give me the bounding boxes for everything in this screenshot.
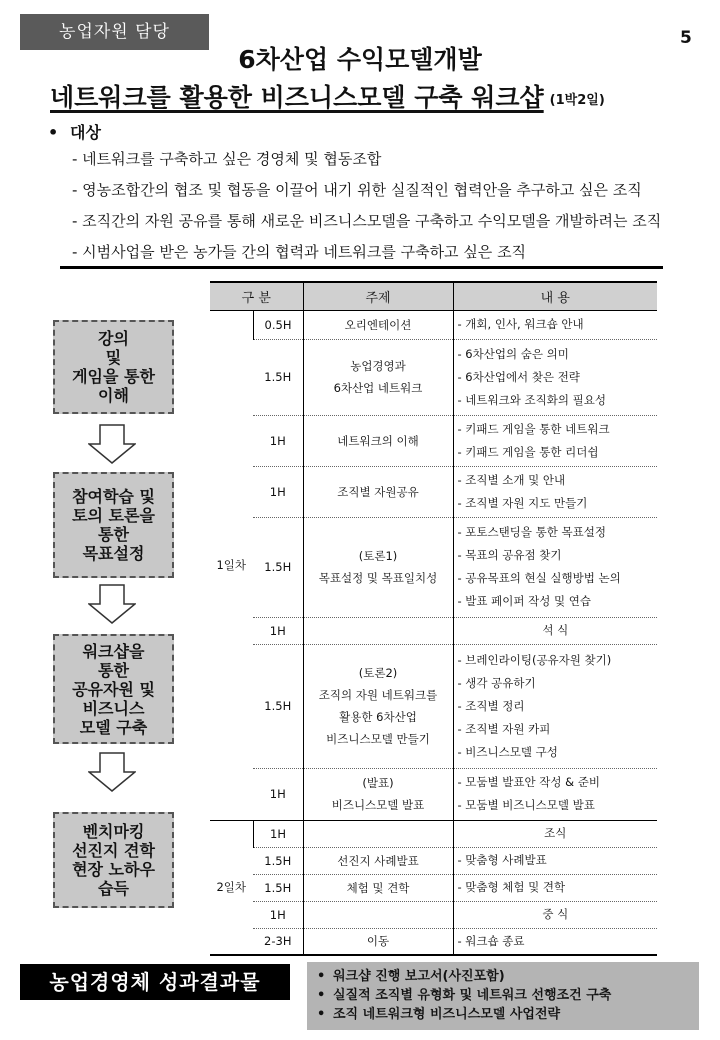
topic-line: 조직의 자원 네트워크를 bbox=[318, 688, 438, 702]
header-division: 구 분 bbox=[210, 282, 303, 310]
hours-cell: 1H bbox=[253, 415, 303, 466]
page-number: 5 bbox=[680, 28, 692, 48]
content-line: - 브레인라이팅(공유자원 찾기) bbox=[457, 652, 612, 667]
table-header-row bbox=[210, 282, 657, 310]
subtitle-text: 네트워크를 활용한 비즈니스모델 구축 워크샵 bbox=[50, 83, 544, 112]
target-item: - 네트워크를 구축하고 싶은 경영체 및 협동조합 bbox=[72, 150, 382, 168]
hours-cell: 1.5H bbox=[253, 644, 303, 768]
flow-step-workshop bbox=[53, 634, 174, 744]
schedule-table bbox=[210, 281, 657, 956]
flow-line: 및 bbox=[105, 348, 122, 367]
content-line: - 조직별 자원 카피 bbox=[457, 721, 551, 736]
bullet-icon: • bbox=[48, 123, 59, 142]
flow-line: 이해 bbox=[98, 386, 129, 405]
result-item-text: 조직 네트워크형 비즈니스모델 사업전략 bbox=[333, 1007, 561, 1022]
table-row bbox=[210, 466, 657, 517]
content-cell bbox=[453, 820, 657, 847]
topic-cell bbox=[303, 928, 453, 955]
content-line: - 개회, 인사, 워크숍 안내 bbox=[457, 317, 584, 331]
content-line: - 키패드 게임을 통한 네트워크 bbox=[457, 421, 610, 436]
content-line: - 포토스탠딩을 통한 목표설정 bbox=[457, 525, 606, 539]
topic-line: 조직별 자원공유 bbox=[337, 484, 419, 499]
table-row bbox=[210, 644, 657, 768]
table-row bbox=[210, 820, 657, 847]
flow-line: 참여학습 및 bbox=[72, 487, 155, 506]
page-title: 6차산업 수익모델개발 bbox=[238, 45, 482, 74]
hours-cell: 2-3H bbox=[253, 928, 303, 955]
content-cell bbox=[453, 415, 657, 466]
topic-line: 목표설정 및 목표일치성 bbox=[318, 571, 438, 585]
content-line: - 6차산업에서 찾은 전략 bbox=[457, 369, 580, 384]
topic-line: (발표) bbox=[362, 776, 394, 790]
hours-cell: 1H bbox=[253, 820, 303, 847]
content-line: 조식 bbox=[544, 826, 567, 840]
subtitle-duration: (1박2일) bbox=[549, 93, 605, 108]
bullet-icon: • bbox=[317, 1007, 326, 1022]
content-line: 석 식 bbox=[542, 623, 569, 637]
topic-cell bbox=[303, 466, 453, 517]
table-row bbox=[210, 339, 657, 415]
target-heading bbox=[48, 122, 708, 144]
content-line: - 키패드 게임을 통한 리더쉽 bbox=[457, 444, 599, 459]
flow-line: 게임을 통한 bbox=[72, 367, 155, 386]
content-line: - 모둠별 발표안 작성 & 준비 bbox=[457, 775, 600, 789]
topic-line: 비즈니스모델 만들기 bbox=[326, 732, 430, 746]
content-line: - 비즈니스모델 구성 bbox=[457, 744, 558, 759]
hours-cell: 1.5H bbox=[253, 339, 303, 415]
hours-cell: 1H bbox=[253, 768, 303, 820]
content-line: - 워크숍 종료 bbox=[457, 933, 525, 948]
hours-cell: 1.5H bbox=[253, 847, 303, 874]
content-cell bbox=[453, 928, 657, 955]
result-item bbox=[317, 986, 699, 1005]
target-section bbox=[48, 122, 708, 268]
topic-cell bbox=[303, 415, 453, 466]
content-line: - 조직별 자원 지도 만들기 bbox=[457, 495, 588, 510]
topic-line: 비즈니스모델 발표 bbox=[331, 798, 425, 812]
day-label: 1일차 bbox=[210, 310, 253, 820]
content-line: - 네트워크와 조직화의 필요성 bbox=[457, 392, 606, 407]
header-content: 내 용 bbox=[453, 282, 657, 310]
topic-line: (토론1) bbox=[358, 549, 398, 563]
flow-line: 비즈니스 bbox=[82, 698, 145, 718]
table-row bbox=[210, 874, 657, 901]
hours-cell: 1H bbox=[253, 901, 303, 928]
hours-cell: 1.5H bbox=[253, 874, 303, 901]
flow-line: 선진지 견학 bbox=[72, 841, 155, 860]
content-line: - 발표 페이퍼 작성 및 연습 bbox=[457, 594, 592, 608]
content-cell bbox=[453, 768, 657, 820]
content-cell bbox=[453, 339, 657, 415]
target-list bbox=[72, 144, 708, 268]
topic-line: 활용한 6차산업 bbox=[339, 710, 417, 724]
flow-step-lecture bbox=[53, 320, 174, 414]
flow-line: 통한 bbox=[98, 525, 129, 544]
flow-line: 토의 토론을 bbox=[72, 506, 155, 525]
header-topic: 주제 bbox=[303, 282, 453, 310]
flow-line: 강의 bbox=[98, 329, 129, 348]
content-cell bbox=[453, 874, 657, 901]
topic-cell bbox=[303, 901, 453, 928]
department-tag: 농업자원 담당 bbox=[20, 14, 209, 50]
bullet-icon: • bbox=[317, 988, 326, 1003]
topic-line: 농업경영과 bbox=[350, 359, 406, 373]
table-row bbox=[210, 415, 657, 466]
flow-line: 목표설정 bbox=[82, 544, 145, 563]
topic-cell bbox=[303, 874, 453, 901]
down-arrow-icon bbox=[88, 584, 136, 624]
hours-cell: 1H bbox=[253, 617, 303, 644]
content-cell bbox=[453, 644, 657, 768]
topic-cell bbox=[303, 847, 453, 874]
flow-line: 워크샵을 bbox=[82, 641, 145, 661]
topic-cell bbox=[303, 768, 453, 820]
flow-step-benchmarking bbox=[53, 812, 174, 908]
content-cell bbox=[453, 847, 657, 874]
topic-cell bbox=[303, 310, 453, 339]
table-row bbox=[210, 310, 657, 339]
content-line: - 맞춤형 사례발표 bbox=[457, 853, 547, 867]
content-line: - 조직별 정리 bbox=[457, 698, 525, 713]
content-cell bbox=[453, 901, 657, 928]
topic-line: 선진지 사례발표 bbox=[337, 853, 419, 868]
hours-cell: 1.5H bbox=[253, 517, 303, 617]
day-label: 2일차 bbox=[210, 820, 253, 955]
content-line: - 목표의 공유점 찾기 bbox=[457, 548, 562, 562]
content-line: 중 식 bbox=[542, 907, 569, 921]
table-row bbox=[210, 768, 657, 820]
topic-line: (토론2) bbox=[358, 666, 398, 680]
page-subtitle bbox=[50, 78, 670, 114]
topic-line: 이동 bbox=[366, 934, 390, 949]
flow-line: 모델 구축 bbox=[79, 717, 148, 737]
topic-cell bbox=[303, 517, 453, 617]
topic-line: 체험 및 견학 bbox=[346, 880, 410, 895]
topic-line: 네트워크의 이해 bbox=[337, 433, 419, 448]
topic-line: 6차산업 네트워크 bbox=[333, 381, 423, 395]
result-item-text: 실질적 조직별 유형화 및 네트워크 선행조건 구축 bbox=[333, 988, 612, 1003]
topic-line: 오리엔테이션 bbox=[344, 317, 412, 332]
topic-cell bbox=[303, 644, 453, 768]
table-row bbox=[210, 928, 657, 955]
result-item-text: 워크샵 진행 보고서(사진포함) bbox=[333, 969, 505, 984]
flow-line: 공유자원 및 bbox=[72, 679, 155, 699]
content-line: - 생각 공유하기 bbox=[457, 675, 536, 690]
content-line: - 6차산업의 숨은 의미 bbox=[457, 346, 569, 361]
bullet-icon: • bbox=[317, 969, 326, 984]
flow-step-discussion bbox=[53, 472, 174, 578]
flow-line: 벤치마킹 bbox=[82, 822, 145, 841]
table-row bbox=[210, 901, 657, 928]
content-cell bbox=[453, 466, 657, 517]
content-line: - 공유목표의 현실 실행방법 논의 bbox=[457, 571, 621, 585]
content-line: - 조직별 소개 및 안내 bbox=[457, 472, 566, 487]
content-line: - 모둠별 비즈니스모델 발표 bbox=[457, 798, 595, 812]
hours-cell: 1H bbox=[253, 466, 303, 517]
table-row bbox=[210, 617, 657, 644]
results-label: 농업경영체 성과결과물 bbox=[20, 964, 290, 1000]
topic-cell bbox=[303, 339, 453, 415]
topic-cell bbox=[303, 617, 453, 644]
topic-cell bbox=[303, 820, 453, 847]
target-heading-label: 대상 bbox=[70, 123, 101, 142]
content-line: - 맞춤형 체험 및 견학 bbox=[457, 880, 566, 894]
result-item bbox=[317, 967, 699, 986]
target-item: - 영농조합간의 협조 및 협동을 이끌어 내기 위한 실질적인 협력안을 추구하고 싶은 조직 bbox=[72, 181, 642, 199]
flow-line: 습득 bbox=[98, 879, 129, 898]
flow-line: 현장 노하우 bbox=[72, 860, 155, 879]
hours-cell: 0.5H bbox=[253, 310, 303, 339]
content-cell bbox=[453, 617, 657, 644]
section-divider bbox=[60, 266, 663, 269]
content-cell bbox=[453, 517, 657, 617]
target-item: - 시범사업을 받은 농가들 간의 협력과 네트워크를 구축하고 싶은 조직 bbox=[72, 243, 527, 261]
result-item bbox=[317, 1005, 699, 1024]
down-arrow-icon bbox=[88, 424, 136, 464]
flow-line: 통한 bbox=[98, 660, 129, 680]
target-item: - 조직간의 자원 공유를 통해 새로운 비즈니스모델을 구축하고 수익모델을 개발하려는 조직 bbox=[72, 212, 662, 230]
table-row bbox=[210, 847, 657, 874]
results-box bbox=[307, 962, 699, 1030]
table-row bbox=[210, 517, 657, 617]
content-cell bbox=[453, 310, 657, 339]
down-arrow-icon bbox=[88, 752, 136, 792]
